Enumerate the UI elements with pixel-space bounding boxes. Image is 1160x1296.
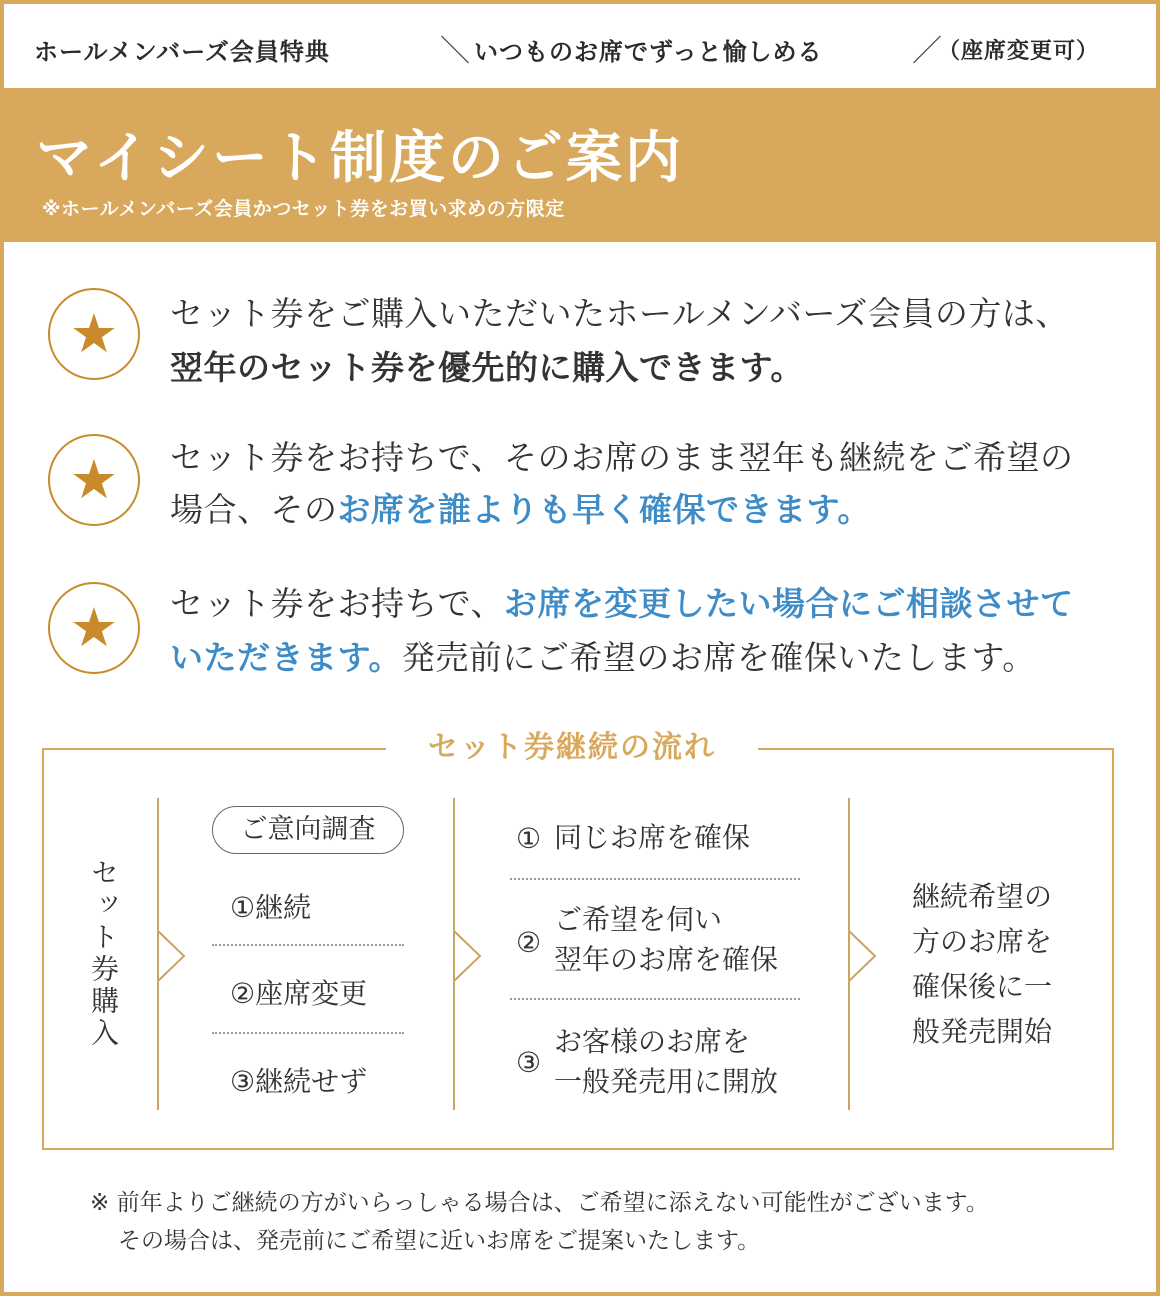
chevron-right-icon (848, 930, 880, 982)
final-line-2: 方のお席を (912, 925, 1053, 958)
star-icon: ★ (48, 582, 140, 674)
result-2-line1: ご希望を伺い (554, 903, 723, 936)
final-line-1: 継続希望の (912, 880, 1053, 913)
dotted-divider (510, 998, 800, 1000)
result-2-line2: 翌年のお席を確保 (554, 943, 779, 976)
benefit-3-line2-plain: 発売前にご希望のお席を確保いたします。 (401, 638, 1036, 677)
header-tagline: いつものお席でずっと愉しめる (474, 38, 823, 66)
result-3-line1: お客様のお席を (554, 1025, 751, 1058)
footnote-line-1: ※ 前年よりご継続の方がいらっしゃる場合は、ご希望に添えない可能性がございます。 (90, 1190, 989, 1216)
benefit-3-line2 (170, 632, 1036, 679)
result-3-number: ③ (516, 1046, 542, 1079)
header-seat-change-note: （座席変更可） (938, 39, 1100, 64)
benefit-item-2 (48, 434, 1128, 534)
benefit-3-line2-highlight: いただきます。 (170, 638, 402, 677)
chevron-right-icon (453, 930, 485, 982)
benefit-3-line1-plain: セット券をお持ちで、 (170, 584, 505, 623)
benefit-item-3 (48, 582, 1128, 682)
dotted-divider (212, 1032, 404, 1034)
final-line-3: 確保後に一 (912, 970, 1053, 1003)
title-banner (4, 88, 1156, 242)
final-line-4: 般発売開始 (912, 1015, 1053, 1048)
result-1-text: 同じお席を確保 (554, 821, 751, 854)
benefit-item-1 (48, 288, 1128, 388)
dotted-divider (212, 944, 404, 946)
result-3-line2: 一般発売用に開放 (554, 1065, 779, 1098)
footnote-line-2: その場合は、発売前にご希望に近いお席をご提案いたします。 (118, 1228, 761, 1254)
chevron-right-icon (157, 930, 189, 982)
header-slash-right: ／ (912, 34, 943, 69)
header-slash-left: ＼ (440, 34, 471, 69)
header-members-benefit: ホールメンバーズ会員特典 (34, 38, 330, 66)
option-discontinue: ③継続せず (230, 1065, 368, 1098)
benefit-3-line1 (170, 578, 1074, 625)
flow-start-label: セット券購入 (87, 858, 120, 1050)
page-subtitle: ※ホールメンバーズ会員かつセット券をお買い求めの方限定 (42, 198, 565, 220)
result-2-number: ② (516, 926, 542, 959)
benefit-2-line2-plain: 場合、その (170, 490, 338, 529)
benefit-3-line1-highlight: お席を変更したい場合にご相談させて (504, 584, 1074, 623)
survey-pill: ご意向調査 (212, 806, 404, 854)
benefit-1-line1: セット券をご購入いただいたホールメンバーズ会員の方は、 (170, 294, 1069, 333)
flow-title: セット券継続の流れ (386, 728, 758, 768)
dotted-divider (510, 878, 800, 880)
benefit-2-line2 (170, 484, 871, 531)
benefit-1-highlight: 翌年のセット券を優先的に購入できます。 (170, 348, 804, 387)
flow-final-text (912, 874, 1052, 1054)
result-1-number: ① (516, 822, 542, 855)
star-icon: ★ (48, 434, 140, 526)
benefit-2-line1: セット券をお持ちで、そのお席のまま翌年も継続をご希望の (170, 438, 1074, 477)
star-icon: ★ (48, 288, 140, 380)
benefit-2-highlight: お席を誰よりも早く確保できます。 (337, 490, 871, 529)
page-title: マイシート制度のご案内 (36, 126, 684, 191)
option-continue: ①継続 (230, 891, 312, 924)
header-strip (4, 4, 1156, 88)
option-seat-change: ②座席変更 (230, 977, 368, 1010)
